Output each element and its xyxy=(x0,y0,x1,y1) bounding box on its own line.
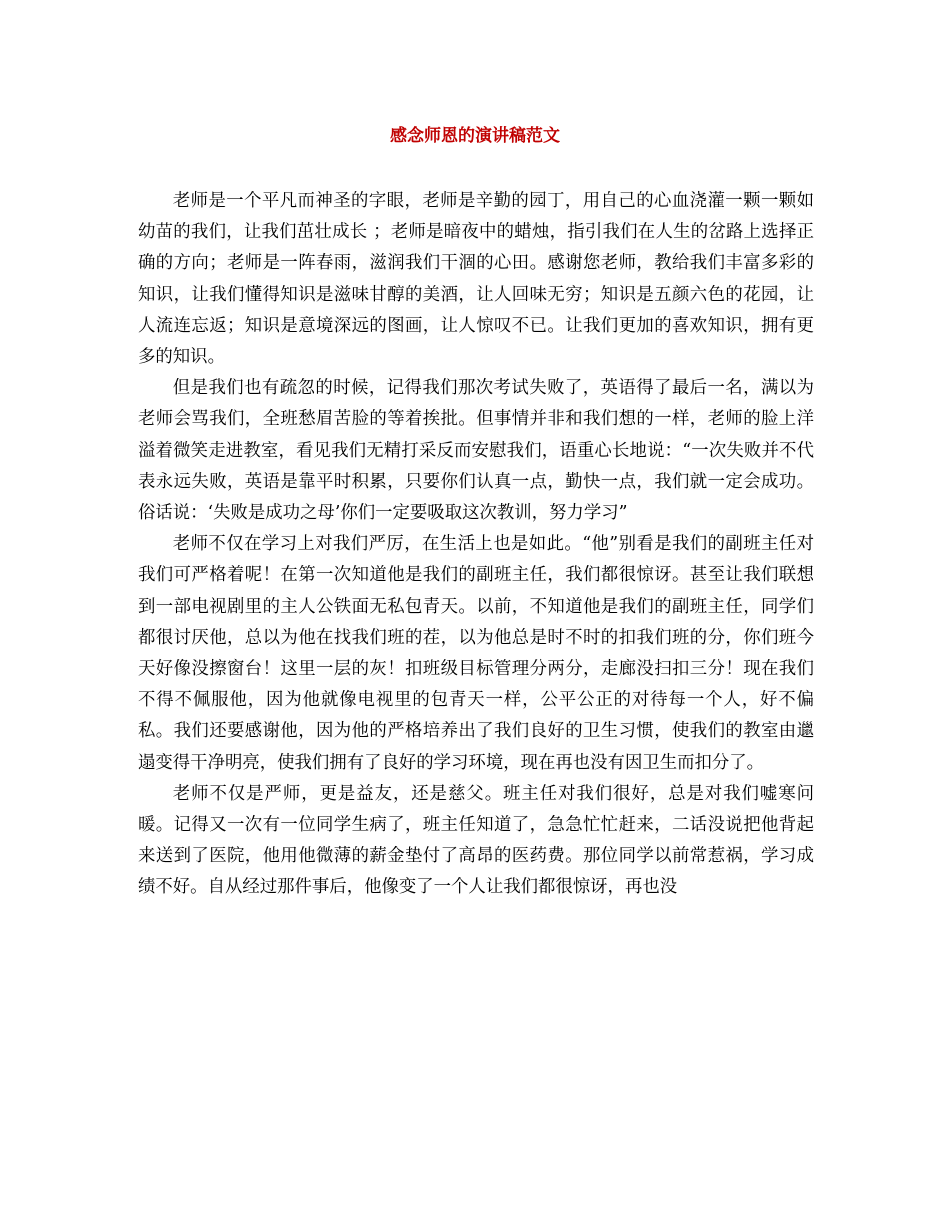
paragraph-2: 但是我们也有疏忽的时候，记得我们那次考试失败了，英语得了最后一名，满以为老师会骂我们，全班愁眉苦脸的等着挨批。但事情并非和我们想的一样，老师的脸上洋溢着微笑走进教室，看见我们无精打采反而安慰我们，语重心长地说：“一次失败并不代表永远失败，英语是靠平时积累，只要你们认真一点，勤快一点，我们就一定会成功。俗话说：‘失败是成功之母’你们一定要吸取这次教训，努力学习” xyxy=(138,378,814,524)
document-body xyxy=(138,186,814,904)
document-title: 感念师恩的演讲稿范文 xyxy=(390,126,560,146)
paragraph-3: 老师不仅在学习上对我们严厉，在生活上也是如此。“他”别看是我们的副班主任对我们可严格着呢！在第一次知道他是我们的副班主任，我们都很惊讶。甚至让我们联想到一部电视剧里的主人公铁面无私包青天。以前，不知道他是我们的副班主任，同学们都很讨厌他，总以为他在找我们班的茬，以为他总是时不时的扣我们班的分，你们班今天好像没擦窗台！这里一层的灰！扣班级目标管理分两分，走廊没扫扣三分！现在我们不得不佩服他，因为他就像电视里的包青天一样，公平公正的对待每一个人，好不偏私。我们还要感谢他，因为他的严格培养出了我们良好的卫生习惯，使我们的教室由邋遢变得干净明亮，使我们拥有了良好的学习环境，现在再也没有因卫生而扣分了。 xyxy=(138,534,814,773)
paragraph-4: 老师不仅是严师，更是益友，还是慈父。班主任对我们很好，总是对我们嘘寒问暖。记得又一次有一位同学生病了，班主任知道了，急急忙忙赶来，二话没说把他背起来送到了医院，他用他微薄的薪金垫付了高昂的医药费。那位同学以前常惹祸，学习成绩不好。自从经过那件事后，他像变了一个人让我们都很惊讶，再也没 xyxy=(138,783,814,898)
paragraph-1: 老师是一个平凡而神圣的字眼，老师是辛勤的园丁，用自己的心血浇灌一颗一颗如幼苗的我们，让我们茁壮成长 ；老师是暗夜中的蜡烛，指引我们在人生的岔路上选择正确的方向；老师是一阵春雨，滋润我们干涸的心田。感谢您老师，教给我们丰富多彩的知识，让我们懂得知识是滋味甘醇的美酒，让人回味无穷；知识是五颜六色的花园，让人流连忘返；知识是意境深远的图画，让人惊叹不已。让我们更加的喜欢知识，拥有更多的知识。 xyxy=(138,191,814,368)
